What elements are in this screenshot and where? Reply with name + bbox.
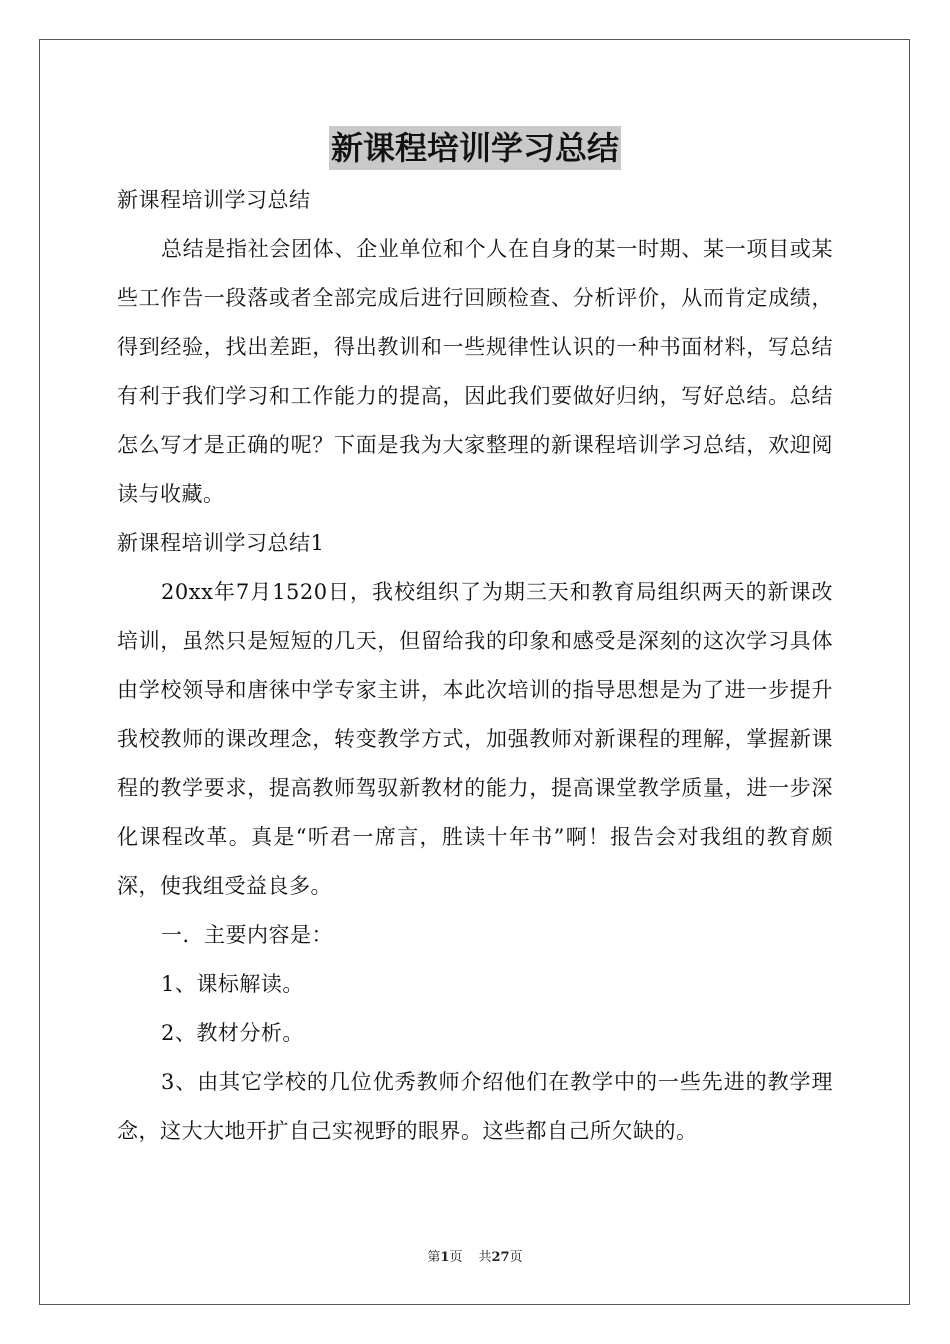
total-pages: 27 <box>491 1250 510 1265</box>
page-footer <box>0 1246 950 1265</box>
page-suffix: 页 <box>449 1250 463 1265</box>
list-item: 3、由其它学校的几位优秀教师介绍他们在教学中的一些先进的教学理念，这大大地开扩自己实视野的眼界。这些都自己所欠缺的。 <box>117 1070 833 1143</box>
document-title: 新课程培训学习总结 <box>329 126 621 170</box>
list-heading: 一．主要内容是： <box>161 923 333 947</box>
list-item: 1、课标解读。 <box>161 972 304 996</box>
list-item: 2、教材分析。 <box>161 1021 304 1045</box>
document-subtitle: 新课程培训学习总结 <box>117 188 311 212</box>
section-heading: 新课程培训学习总结1 <box>117 531 325 555</box>
body-paragraph: 20xx年7月1520日，我校组织了为期三天和教育局组织两天的新课改培训，虽然只是短短的几天，但留给我的印象和感受是深刻的这次学习具体由学校领导和唐徕中学专家主讲，本此次培训的指导思想是为了进一步提升我校教师的课改理念，转变教学方式，加强教师对新课程的理解，掌握新课程的教学要求，提高教师驾驭新教材的能力，提高课堂教学质量，进一步深化课程改革。真是“听君一席言，胜读十年书”啊！报告会对我组的教育颇深，使我组受益良多。 <box>117 580 833 898</box>
intro-paragraph: 总结是指社会团体、企业单位和个人在自身的某一时期、某一项目或某些工作告一段落或者全部完成后进行回顾检查、分析评价，从而肯定成绩，得到经验，找出差距，得出教训和一些规律性认识的一种书面材料，写总结有利于我们学习和工作能力的提高，因此我们要做好归纳，写好总结。总结怎么写才是正确的呢？下面是我为大家整理的新课程培训学习总结，欢迎阅读与收藏。 <box>117 237 833 506</box>
title-wrap <box>0 126 950 170</box>
document-body <box>117 176 833 1156</box>
total-prefix: 共 <box>478 1250 492 1265</box>
page-prefix: 第 <box>427 1250 441 1265</box>
total-suffix: 页 <box>509 1250 523 1265</box>
page-number: 1 <box>440 1250 450 1265</box>
